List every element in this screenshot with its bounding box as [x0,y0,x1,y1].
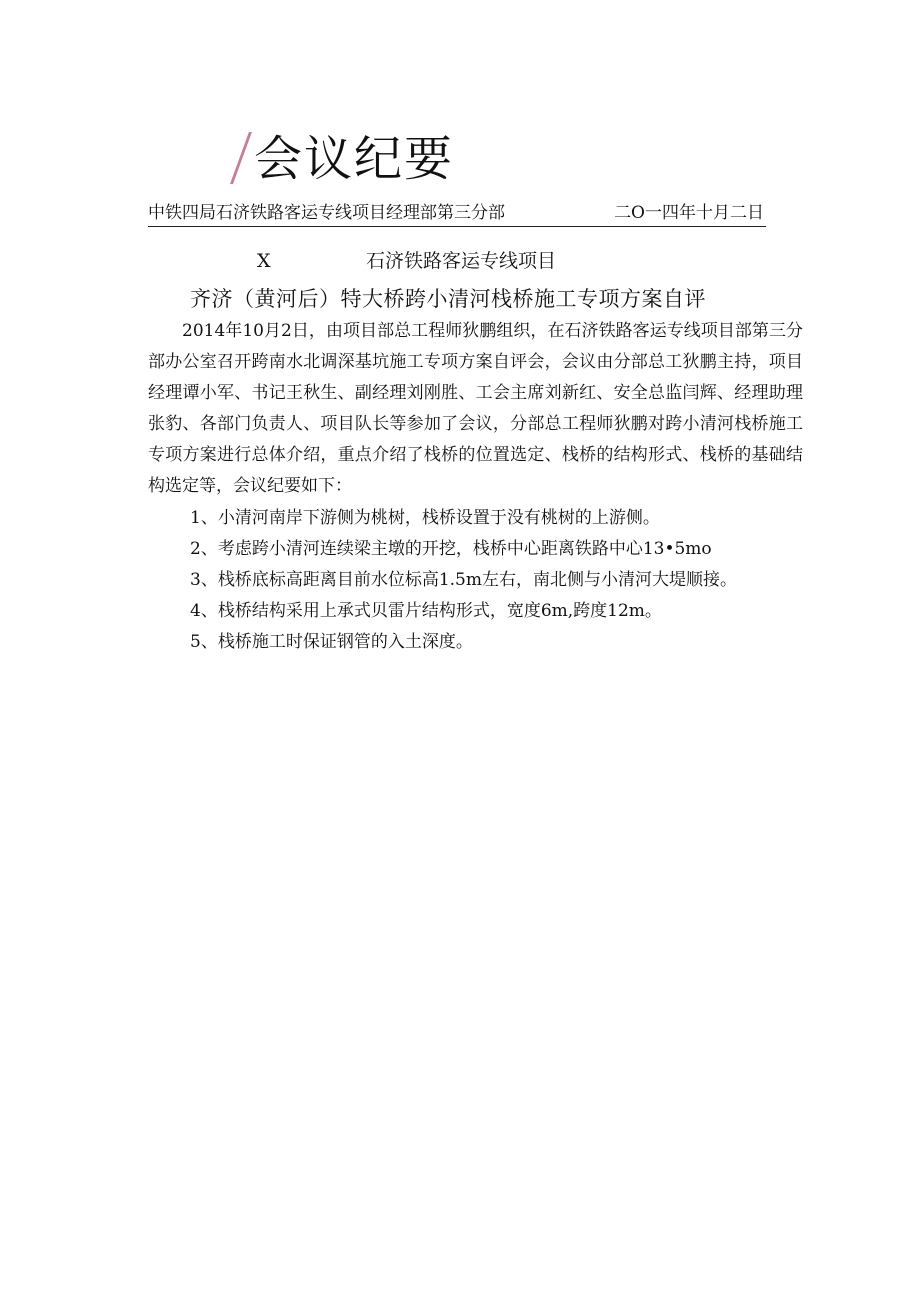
list-item: 1、小清河南岸下游侧为桃树，栈桥设置于没有桃树的上游侧。 [190,508,660,528]
project-prefix: X [257,250,271,272]
minutes-list [190,503,803,658]
decorative-slash [230,132,252,184]
list-item: 2、考虑跨小清河连续梁主墩的开挖，栈桥中心距离铁路中心13•5mo [190,539,712,559]
header-date: 二O一四年十月二日 [614,203,764,223]
intro-paragraph: 2014年10月2日，由项目部总工程师狄鹏组织，在石济铁路客运专线项目部第三分部办公室召开跨南水北调深基坑施工专项方案自评会，会议由分部总工狄鹏主持，项目经理谭小军、书记王秋生、副经理刘刚胜、工会主席刘新红、安全总监闫辉、经理助理张豹、各部门负责人、项目队长等参加了会议，分部总工程师狄鹏对跨小清河栈桥施工专项方案进行总体介绍，重点介绍了栈桥的位置选定、栈桥的结构形式、栈桥的基础结构选定等，会议纪要如下： [148,321,803,496]
list-item: 3、栈桥底标高距离目前水位标高1.5m左右，南北侧与小清河大堤顺接。 [190,570,737,590]
list-item: 4、栈桥结构采用上承式贝雷片结构形式，宽度6m,跨度12m。 [190,601,662,621]
project-name: 石济铁路客运专线项目 [366,250,557,272]
list-item: 5、栈桥施工时保证钢管的入土深度。 [190,632,473,652]
document-subtitle: 齐济（黄河后）特大桥跨小清河栈桥施工专项方案自评 [190,287,706,311]
header-line [148,202,766,227]
header-organization: 中铁四局石济铁路客运专线项目经理部第三分部 [148,203,505,223]
meeting-intro [148,316,803,502]
document-title: 会议纪要 [254,131,455,187]
